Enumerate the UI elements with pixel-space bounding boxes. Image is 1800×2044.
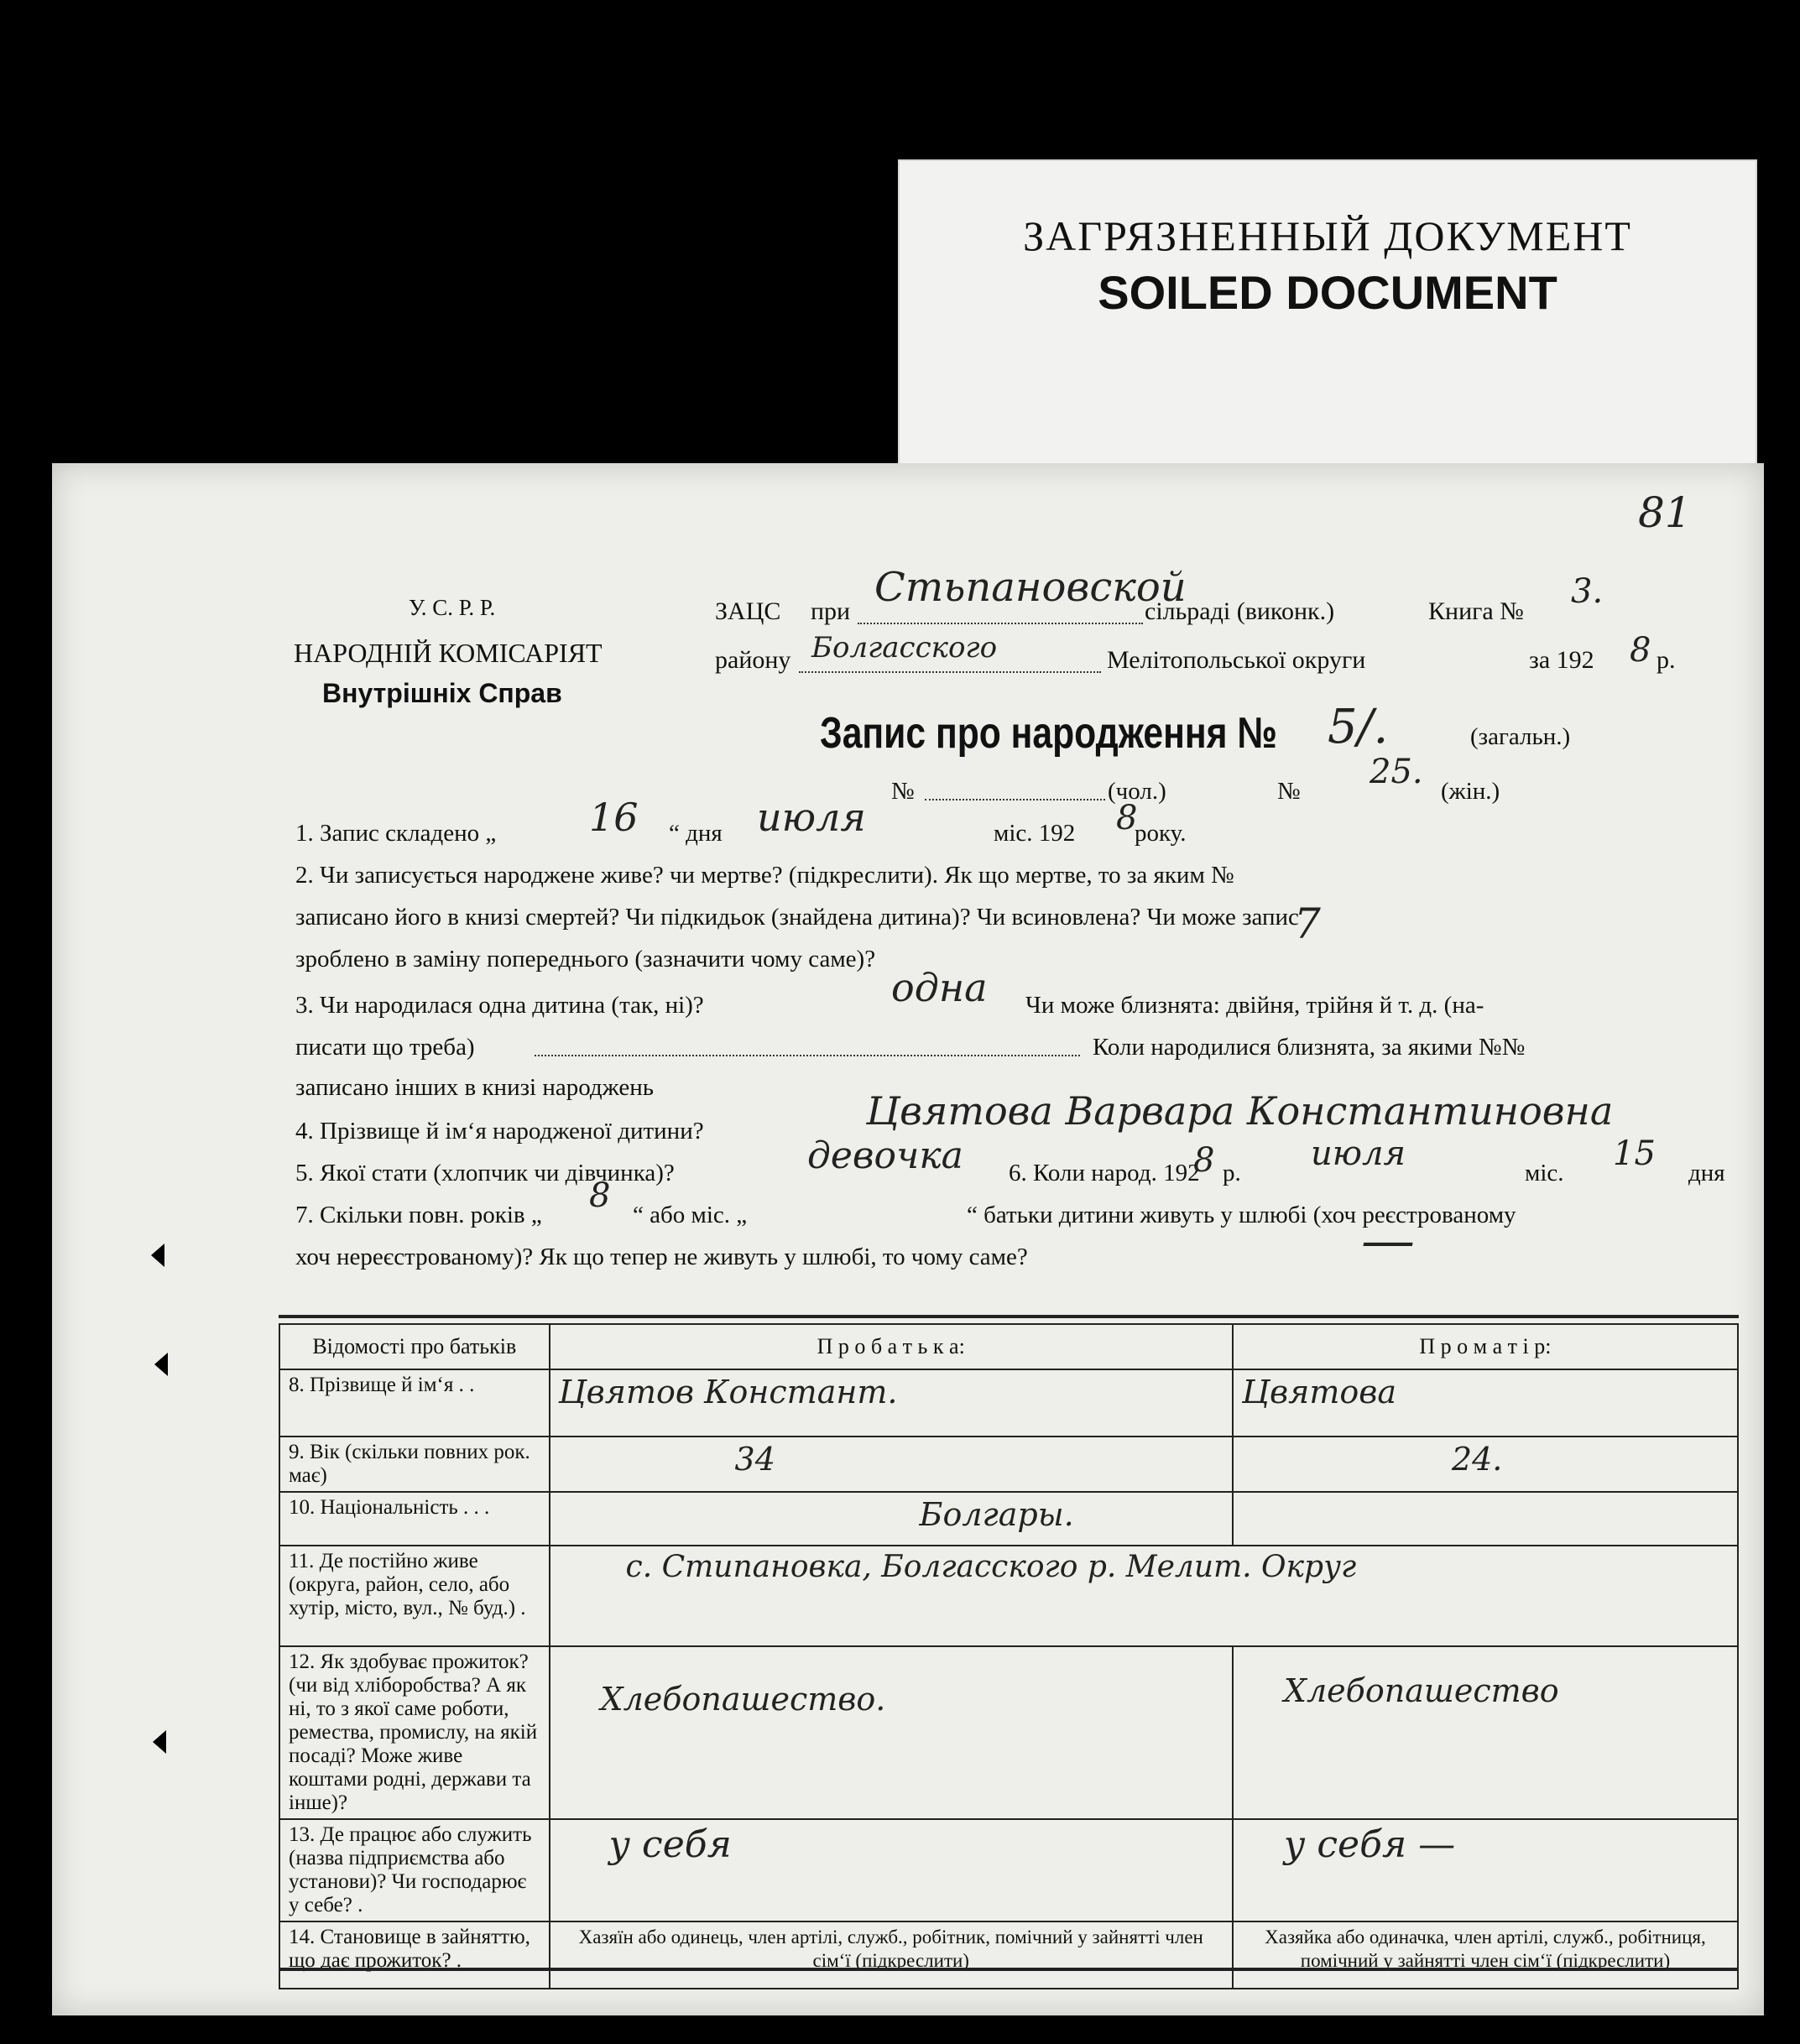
row-question: 8. Прізвище й ім‘я . . xyxy=(279,1369,550,1437)
row-question: 14. Становище в зайняттю, що дає прожиток? . xyxy=(279,1921,550,1989)
row-mother-value: Цвятова xyxy=(1233,1369,1738,1437)
village-suffix: сільраді (виконк.) xyxy=(1145,597,1335,625)
soiled-document-label xyxy=(898,159,1757,465)
q7-line1a: 7. Скільки повн. років „ xyxy=(295,1202,542,1228)
parents-table xyxy=(279,1323,1739,1989)
q7-line1b: “ або міс. „ xyxy=(633,1202,748,1228)
q5-label: 5. Якої стати (хлопчик чи дівчинка)? xyxy=(295,1160,675,1186)
row-mother-value: Хлебопашество xyxy=(1233,1646,1738,1819)
row-question: 12. Як здобуває прожиток? (чи від хліборобства? А як ні, то з якої саме роботи, ремества, промислу, на якій посаді? Може живе коштами родні, держави та інше)? xyxy=(279,1646,550,1819)
q3-line3: записано інших в книзі народжень xyxy=(295,1074,654,1101)
row-father-value: 34 xyxy=(550,1437,1233,1492)
row-father-value: Цвятов Констант. xyxy=(550,1369,1233,1437)
row-question: 9. Вік (скільки повних рок. має) xyxy=(279,1437,550,1492)
female-no-label: № xyxy=(1277,778,1301,805)
header-parents-info: Відомості про батьків xyxy=(279,1324,550,1369)
table-row xyxy=(279,1819,1738,1921)
q3-line1b: Чи може близнята: двійня, трійня й т. д. (на- xyxy=(1025,992,1484,1019)
q2-line3: зроблено в заміну попереднього (зазначити чому саме)? xyxy=(295,946,876,972)
commissariat-name: НАРОДНІЙ КОМІСАРІЯТ xyxy=(294,638,603,668)
q7-line2: хоч нереєстрованому)? Як що тепер не живуть у шлюбі, то чому саме? xyxy=(295,1244,1028,1270)
q5-handwritten: девочка xyxy=(807,1134,963,1177)
punch-mark xyxy=(154,1353,168,1376)
year-digit: 8 xyxy=(1630,631,1651,670)
row-father-status: Хазяїн або одинець, член артілі, служб., робітник, помічний у зайнятті член сім‘ї (підкреслити) xyxy=(550,1921,1233,1989)
row-mother-value: 24. xyxy=(1233,1437,1738,1492)
q6-dnya: дня xyxy=(1688,1160,1725,1186)
book-number: 3. xyxy=(1571,572,1604,611)
row-question: 13. Де працює або служить (назва підприємства або установи)? Чи господарює у себе? . xyxy=(279,1819,550,1921)
table-row xyxy=(279,1369,1738,1437)
q3-line1a: 3. Чи народилася одна дитина (так, ні)? xyxy=(295,992,704,1019)
okrug-name: Мелітопольської округи xyxy=(1107,646,1366,674)
q6-month: июля xyxy=(1311,1134,1406,1173)
q2-handwritten: 7 xyxy=(1294,899,1321,948)
row-mother-status: Хазяйка або одиначка, член артілі, служб., робітниця, помічний у зайнятті член сім‘ї (підкреслити) xyxy=(1233,1921,1738,1989)
female-no-suffix: (жін.) xyxy=(1441,778,1500,805)
q1-month: июля xyxy=(757,795,866,840)
table-top-rule xyxy=(279,1315,1739,1318)
row-mother-value: у себя — xyxy=(1233,1819,1738,1921)
village-handwritten: Стьпановской xyxy=(874,564,1187,611)
table-row xyxy=(279,1646,1738,1819)
q1-prefix: 1. Запис складено „ xyxy=(295,820,497,847)
female-no: 25. xyxy=(1370,753,1423,791)
q3-handwritten: одна xyxy=(891,965,988,1010)
q3-line2b: Коли народилися близнята, за якими №№ xyxy=(1093,1034,1526,1061)
q6-label: 6. Коли народ. 192 xyxy=(1009,1160,1200,1186)
row-residence-value: с. Стипановка, Болгасского р. Мелит. Округ xyxy=(550,1546,1738,1646)
state-abbrev: У. С. Р. Р. xyxy=(409,595,496,620)
record-number: 5/. xyxy=(1328,700,1389,754)
label-ru-text: ЗАГРЯЗНЕННЫЙ ДОКУМЕНТ xyxy=(1023,212,1632,259)
row-father-value: Болгары. xyxy=(550,1492,1233,1546)
q1-mis: міс. 192 xyxy=(994,820,1076,847)
table-row xyxy=(279,1921,1738,1989)
male-no-line xyxy=(925,799,1105,800)
zags-at: при xyxy=(811,597,851,625)
q6-mis: міс. xyxy=(1525,1160,1564,1186)
punch-mark xyxy=(151,1244,164,1267)
male-no-suffix: (чол.) xyxy=(1108,778,1166,805)
year-suffix: р. xyxy=(1657,646,1676,674)
q1-day: 16 xyxy=(589,795,639,840)
birth-record-sheet xyxy=(52,463,1764,2015)
year-label: за 192 xyxy=(1529,646,1594,674)
q1-suffix: року. xyxy=(1135,820,1187,847)
district-handwritten: Болгасского xyxy=(811,631,998,665)
table-row xyxy=(279,1546,1738,1646)
record-general: (загальн.) xyxy=(1470,723,1571,750)
header-father: П р о б а т ь к а: xyxy=(550,1324,1233,1369)
q7-line1c: “ батьки дитини живуть у шлюбі (хоч реєстрованому xyxy=(967,1202,1516,1228)
q3-line2-dots xyxy=(535,1055,1080,1056)
header-mother: П р о м а т і р: xyxy=(1233,1324,1738,1369)
q1-year-digit: 8 xyxy=(1116,799,1138,837)
q4-handwritten: Цвятова Варвара Константиновна xyxy=(866,1088,1614,1134)
district-underline xyxy=(799,671,1101,673)
district-label: району xyxy=(715,646,791,674)
book-label: Книга № xyxy=(1428,597,1524,625)
page-number: 81 xyxy=(1638,488,1692,537)
row-father-value: Хлебопашество. xyxy=(550,1646,1233,1819)
q2-line2: записано його в книзі смертей? Чи підкидьок (знайдена дитина)? Чи всиновлена? Чи може запис xyxy=(295,904,1299,931)
row-father-value: у себя xyxy=(550,1819,1233,1921)
label-en-text: SOILED DOCUMENT xyxy=(1098,266,1557,319)
male-no-label: № xyxy=(891,778,915,805)
q4-label: 4. Прізвище й ім‘я народженої дитини? xyxy=(295,1118,704,1145)
village-underline xyxy=(858,623,1143,624)
q7-years: 8 xyxy=(589,1176,611,1215)
q7-handwritten: — xyxy=(1361,1210,1415,1272)
q6-r: р. xyxy=(1223,1160,1241,1186)
q6-day: 15 xyxy=(1613,1134,1656,1173)
q3-line2a: писати що треба) xyxy=(295,1034,475,1061)
department-name: Внутрішніх Справ xyxy=(322,678,562,708)
table-row xyxy=(279,1437,1738,1492)
punch-mark xyxy=(153,1730,166,1754)
table-bottom-rule xyxy=(279,1968,1739,1971)
row-question: 11. Де постійно живе (округа, район, село, або хутір, місто, вул., № буд.) . xyxy=(279,1546,550,1646)
row-question: 10. Національність . . . xyxy=(279,1492,550,1546)
q1-mid: “ дня xyxy=(669,820,723,847)
q6-year-digit: 8 xyxy=(1193,1141,1215,1180)
q2-line1: 2. Чи записується народжене живе? чи мертве? (підкреслити). Як що мертве, то за яким № xyxy=(295,862,1234,889)
table-header-row xyxy=(279,1324,1738,1369)
record-title: Запис про народження № xyxy=(820,709,1277,758)
zags-prefix: ЗАЦС xyxy=(715,597,781,625)
row-mother-value xyxy=(1233,1492,1738,1546)
table-row xyxy=(279,1492,1738,1546)
